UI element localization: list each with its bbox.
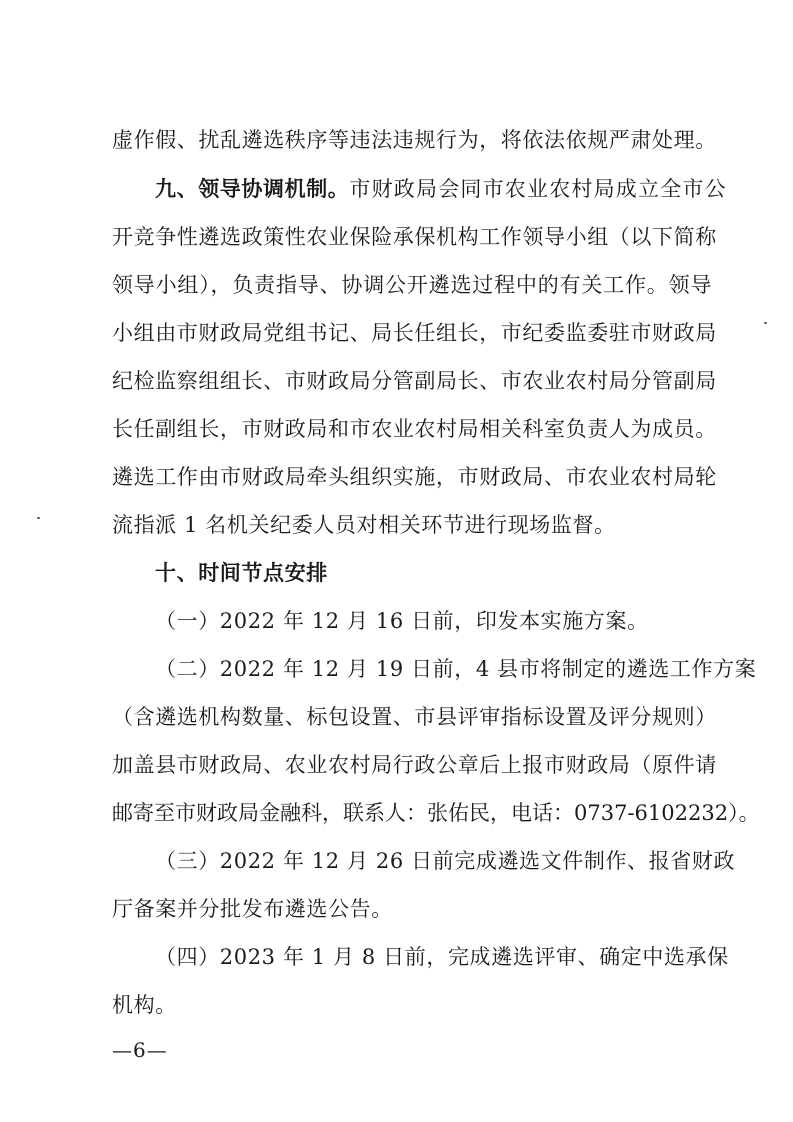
paragraph-line: 流指派 1 名机关纪委人员对相关环节进行现场监督。 (112, 513, 616, 537)
paragraph-line: 小组由市财政局党组书记、局长任组长，市纪委监委驻市财政局 (112, 321, 717, 345)
page-number: —6— (112, 1038, 168, 1062)
section-heading-nine: 九、领导协调机制。 (155, 177, 350, 201)
paragraph-line: 遴选工作由市财政局牵头组织实施，市财政局、市农业农村局轮 (112, 465, 717, 489)
paragraph-line: 市财政局会同市农业农村局成立全市公 (349, 177, 727, 201)
paragraph-line: 长任副组长，市财政局和市农业农村局相关科室负责人为成员。 (112, 417, 717, 441)
section-heading-ten: 十、时间节点安排 (155, 561, 328, 585)
section-nine-line (155, 174, 727, 204)
scan-speck (764, 322, 767, 324)
paragraph-line: 加盖县市财政局、农业农村局行政公章后上报市财政局（原件请 (112, 753, 717, 777)
paragraph-line: 纪检监察组组长、市财政局分管副局长、市农业农村局分管副局 (112, 369, 717, 393)
paragraph-line: 机构。 (112, 993, 177, 1017)
paragraph-line: 虚作假、扰乱遴选秩序等违法违规行为，将依法依规严肃处理。 (112, 128, 717, 152)
scan-speck (37, 517, 40, 519)
paragraph-line: 邮寄至市财政局金融科，联系人：张佑民，电话：0737-6102232）。 (112, 801, 760, 825)
paragraph-line: （含遴选机构数量、标包设置、市县评审指标设置及评分规则） (112, 705, 717, 729)
paragraph-line: 领导小组），负责指导、协调公开遴选过程中的有关工作。领导 (112, 273, 712, 297)
schedule-item-2: （二）2022 年 12 月 19 日前，4 县市将制定的遴选工作方案 (155, 657, 757, 681)
schedule-item-3: （三）2022 年 12 月 26 日前完成遴选文件制作、报省财政 (155, 849, 736, 873)
paragraph-line: 开竞争性遴选政策性农业保险承保机构工作领导小组（以下简称 (112, 225, 717, 249)
paragraph-line: 厅备案并分批发布遴选公告。 (112, 897, 393, 921)
schedule-item-4: （四）2023 年 1 月 8 日前，完成遴选评审、确定中选承保 (155, 945, 729, 969)
schedule-item-1: （一）2022 年 12 月 16 日前，印发本实施方案。 (155, 609, 649, 633)
